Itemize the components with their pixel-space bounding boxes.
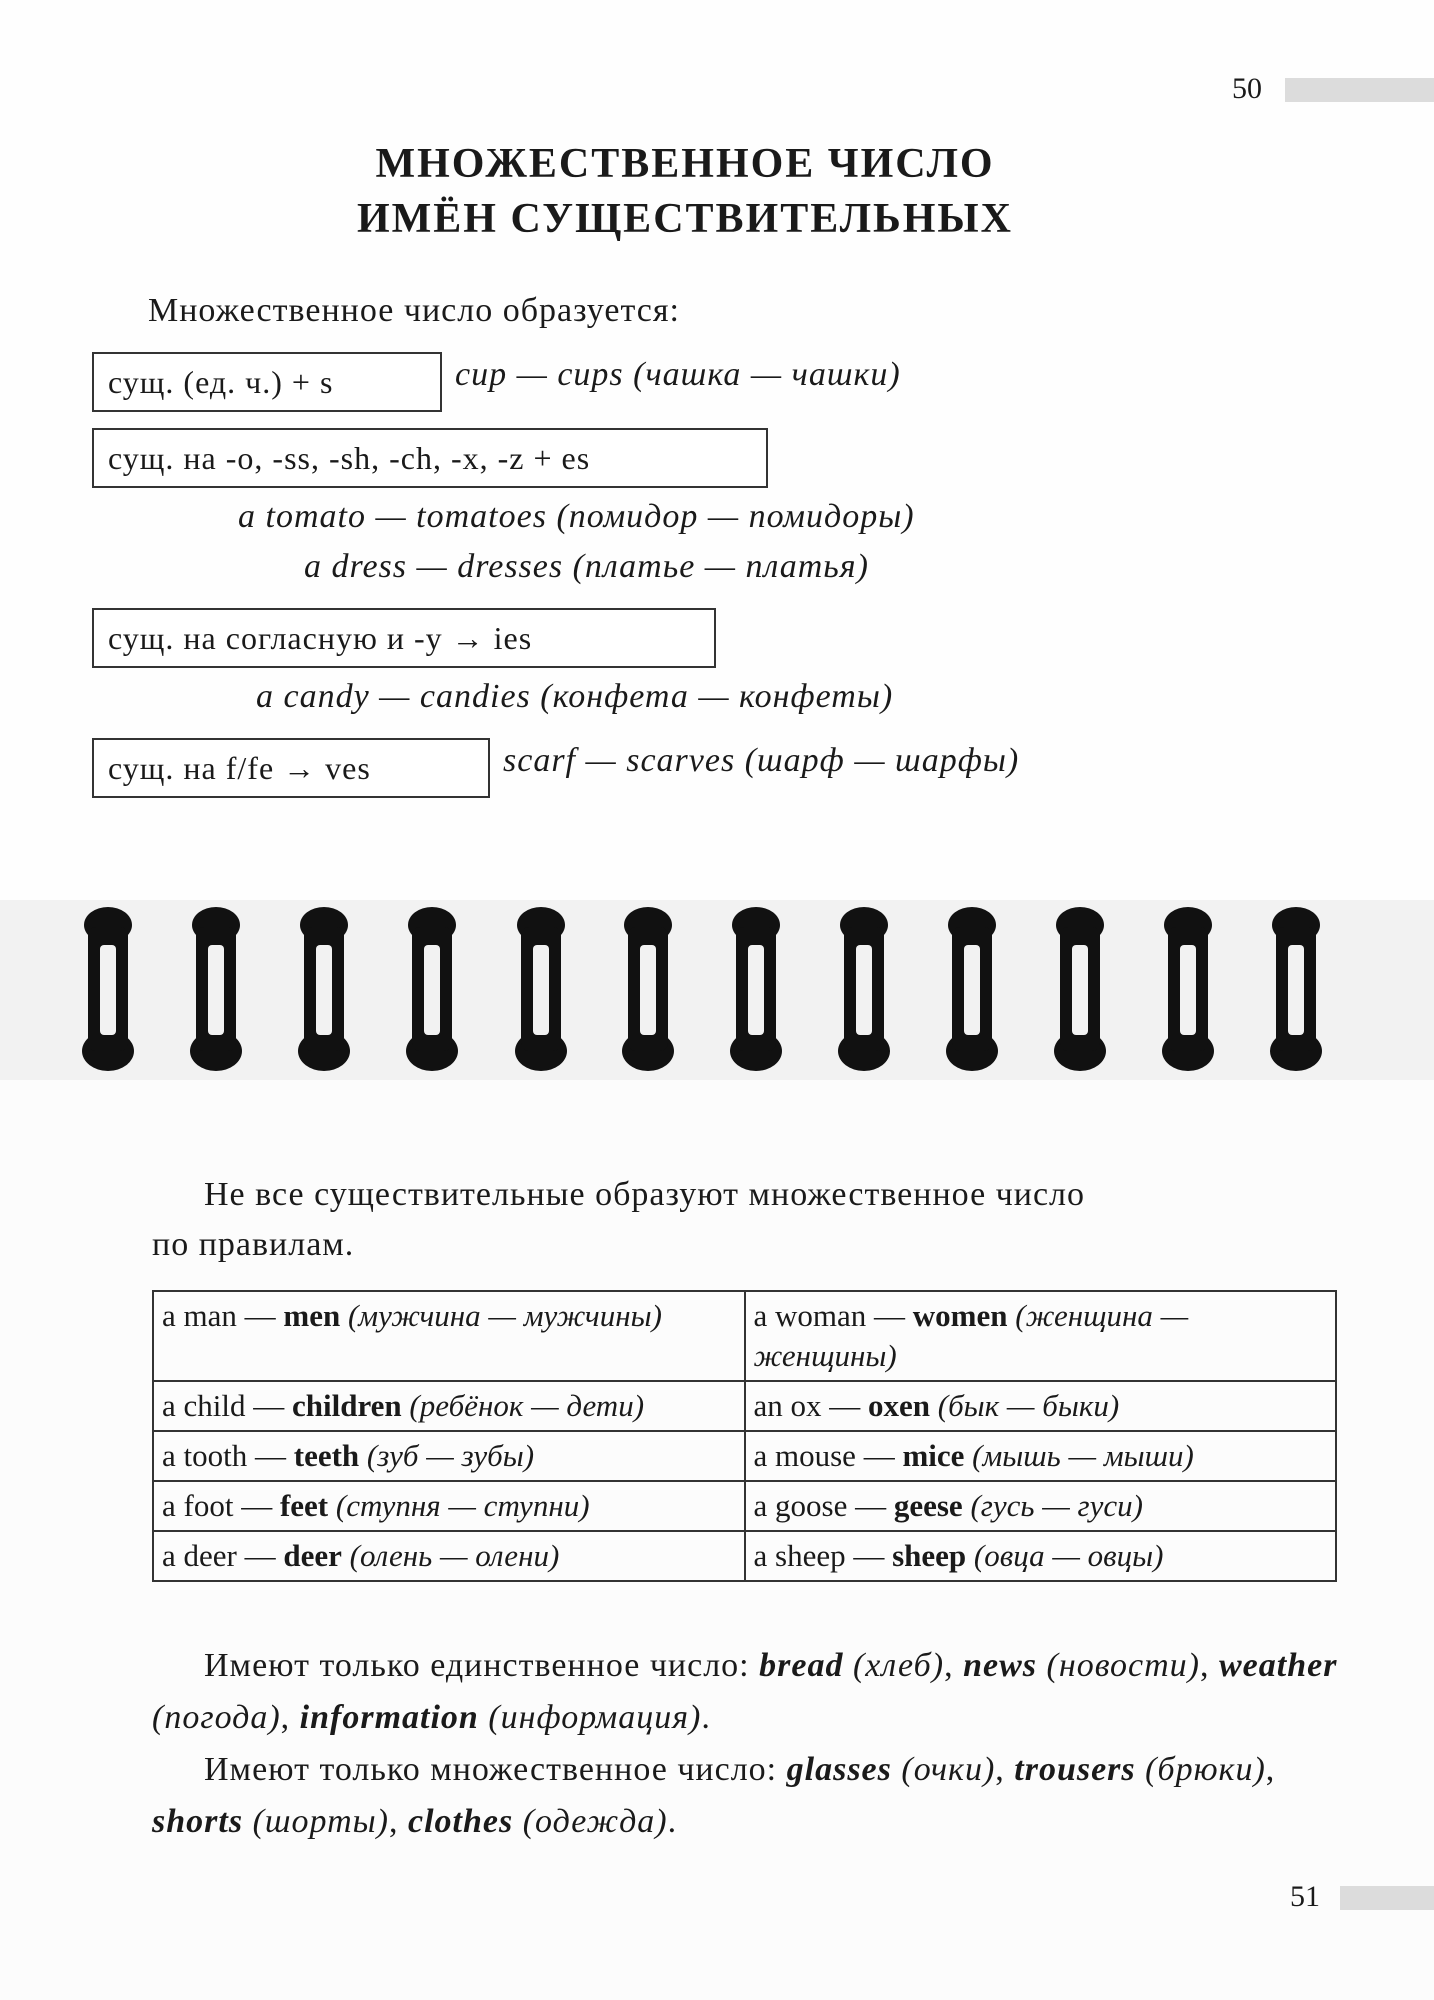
singular-form: a child — xyxy=(162,1388,285,1423)
plural-translation: (одежда) xyxy=(522,1803,668,1840)
spiral-ring xyxy=(404,905,460,1073)
translation: (олень — олени) xyxy=(349,1538,560,1573)
irregular-intro-line1: Не все существительные образуют множественное число xyxy=(204,1176,1086,1213)
table-cell xyxy=(153,1431,745,1481)
table-cell xyxy=(745,1431,1337,1481)
translation: (гусь — гуси) xyxy=(970,1488,1143,1523)
table-cell xyxy=(745,1481,1337,1531)
singular-translation: (погода) xyxy=(152,1699,281,1736)
plural-word: glasses xyxy=(786,1751,892,1788)
translation: (ступня — ступни) xyxy=(335,1488,590,1523)
spiral-ring xyxy=(1160,905,1216,1073)
singular-only-paragraph: Имеют только единственное число: bread (хлеб), news (новости), weather (погода), information (информация). xyxy=(152,1647,1338,1736)
irregular-intro-line2: по правилам. xyxy=(152,1226,355,1263)
rule-label: сущ. (ед. ч.) + s xyxy=(108,363,334,400)
page-50 xyxy=(0,0,1434,900)
plural-form: teeth xyxy=(293,1438,360,1473)
table-row xyxy=(153,1481,1336,1531)
rule-label: сущ. на -o, -ss, -sh, -ch, -x, -z + es xyxy=(108,439,591,476)
plural-translation: (очки) xyxy=(901,1751,996,1788)
translation: (овца — овцы) xyxy=(973,1538,1164,1573)
plural-form: deer xyxy=(283,1538,342,1573)
plural-only-lead: Имеют только множественное число: xyxy=(204,1751,778,1788)
intro-text: Множественное число образуется: xyxy=(148,292,680,329)
table-cell xyxy=(745,1381,1337,1431)
table-row xyxy=(153,1431,1336,1481)
page-number: 51 xyxy=(1290,1880,1320,1913)
plural-translation: (шорты) xyxy=(252,1803,390,1840)
rule-box-ies xyxy=(92,608,716,668)
singular-form: a goose — xyxy=(753,1488,887,1523)
spiral-ring xyxy=(728,905,784,1073)
rule-box-ves xyxy=(92,738,490,798)
table-row xyxy=(153,1531,1336,1581)
plural-form: women xyxy=(912,1298,1008,1333)
plural-only-paragraph: Имеют только множественное число: glasses (очки), trousers (брюки), shorts (шорты), clothes (одежда). xyxy=(152,1751,1276,1840)
table-cell xyxy=(153,1291,745,1381)
singular-translation: (новости) xyxy=(1046,1647,1200,1684)
singular-word: news xyxy=(963,1647,1038,1684)
translation: (мужчина — мужчины) xyxy=(347,1298,662,1333)
singular-form: a mouse — xyxy=(753,1438,895,1473)
irregular-plurals-table xyxy=(152,1290,1337,1582)
spiral-ring xyxy=(944,905,1000,1073)
table-cell xyxy=(745,1291,1337,1381)
rule-box-es xyxy=(92,428,768,488)
rule-example: a candy — candies (конфета — конфеты) xyxy=(256,678,894,715)
page-number: 50 xyxy=(1232,72,1262,105)
translation: (бык — быки) xyxy=(937,1388,1120,1423)
translation: (мышь — мыши) xyxy=(972,1438,1194,1473)
singular-form: an ox — xyxy=(753,1388,861,1423)
translation: (зуб — зубы) xyxy=(366,1438,535,1473)
spiral-ring xyxy=(80,905,136,1073)
singular-form: a foot — xyxy=(162,1488,273,1523)
plural-form: geese xyxy=(893,1488,963,1523)
table-row xyxy=(153,1291,1336,1381)
singular-form: a sheep — xyxy=(753,1538,885,1573)
plural-form: sheep xyxy=(892,1538,967,1573)
singular-only-lead: Имеют только единственное число: xyxy=(204,1647,750,1684)
table-cell xyxy=(153,1481,745,1531)
spiral-ring xyxy=(188,905,244,1073)
plural-form: children xyxy=(292,1388,402,1423)
plural-translation: (брюки) xyxy=(1145,1751,1266,1788)
plural-word: trousers xyxy=(1014,1751,1136,1788)
rule-label: сущ. на согласную и -y → ies xyxy=(108,619,533,656)
singular-form: a woman — xyxy=(753,1298,906,1333)
page-title-line1: МНОЖЕСТВЕННОЕ ЧИСЛО xyxy=(375,141,995,187)
rule-example: cup — cups (чашка — чашки) xyxy=(455,356,901,393)
singular-word: information xyxy=(299,1699,479,1736)
plural-form: mice xyxy=(902,1438,965,1473)
plural-form: oxen xyxy=(868,1388,931,1423)
singular-form: a tooth — xyxy=(162,1438,286,1473)
spiral-ring xyxy=(620,905,676,1073)
rule-label: сущ. на f/fe → ves xyxy=(108,749,371,786)
plural-word: shorts xyxy=(152,1803,244,1840)
plural-form: men xyxy=(283,1298,341,1333)
spiral-ring xyxy=(1052,905,1108,1073)
spiral-ring xyxy=(513,905,569,1073)
rule-box-s xyxy=(92,352,442,412)
rule-example: scarf — scarves (шарф — шарфы) xyxy=(503,742,1020,779)
page-number-bar xyxy=(1285,78,1434,102)
spiral-ring xyxy=(836,905,892,1073)
spiral-ring xyxy=(1268,905,1324,1073)
rule-example: a tomato — tomatoes (помидор — помидоры) xyxy=(238,498,915,535)
translation: (ребёнок — дети) xyxy=(409,1388,645,1423)
singular-form: a deer — xyxy=(162,1538,276,1573)
page-number-bar xyxy=(1340,1886,1434,1910)
singular-word: weather xyxy=(1219,1647,1338,1684)
table-row xyxy=(153,1381,1336,1431)
page-title-line2: ИМЁН СУЩЕСТВИТЕЛЬНЫХ xyxy=(356,196,1014,242)
singular-translation: (информация) xyxy=(488,1699,702,1736)
rule-example: a dress — dresses (платье — платья) xyxy=(304,548,869,585)
table-cell xyxy=(153,1381,745,1431)
spiral-ring xyxy=(296,905,352,1073)
plural-word: clothes xyxy=(408,1803,514,1840)
singular-translation: (хлеб) xyxy=(852,1647,945,1684)
table-cell xyxy=(745,1531,1337,1581)
singular-word: bread xyxy=(759,1647,844,1684)
table-cell xyxy=(153,1531,745,1581)
translation: (женщина — женщины) xyxy=(753,1298,1189,1373)
plural-form: feet xyxy=(279,1488,329,1523)
singular-form: a man — xyxy=(162,1298,276,1333)
